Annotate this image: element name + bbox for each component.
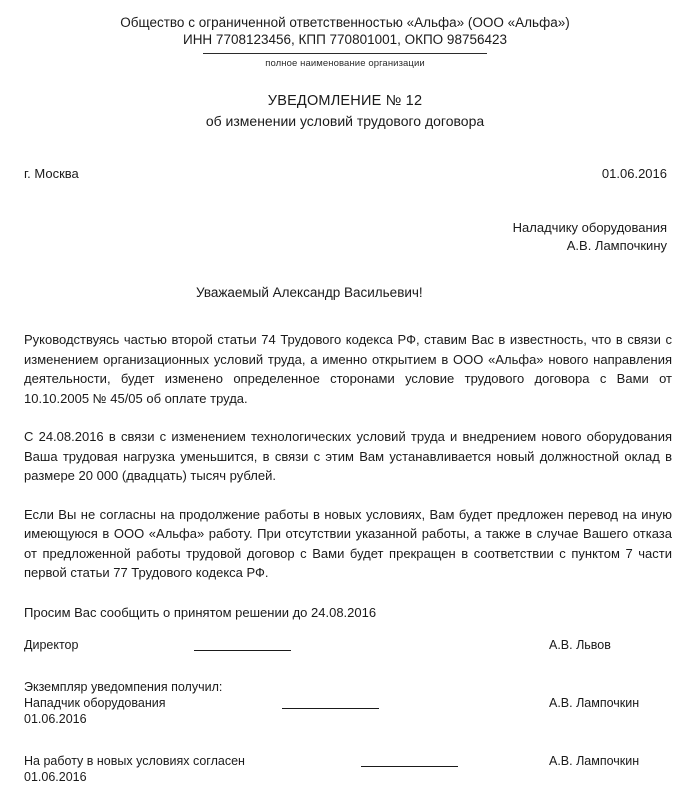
paragraph-1: Руководствуясь частью второй статьи 74 Трудового кодекса РФ, ставим Вас в известность, что в связи с изменением организационных условий труда, а именно открытием в ООО «Альфа» нового направления деятельности, будет изменено определенное сторонами условие трудового договора с Вами от 10.10.2005 № 45/05 об оплате труда.: [24, 332, 672, 406]
addressee-name: А.В. Лампочкину: [566, 238, 667, 253]
receipt-signature-field[interactable]: [166, 695, 550, 711]
letterhead-caption: полное наименование организации: [265, 58, 425, 69]
greeting-line: Уважаемый Александр Васильевич!: [196, 285, 423, 300]
response-request-line: Просим Вас сообщить о принятом решении до 24.08.2016: [24, 604, 377, 620]
document-date: 01.06.2016: [601, 166, 667, 181]
addressee-position: Наладчику оборудования: [512, 220, 667, 235]
signature-rule: [361, 766, 458, 767]
receipt-note: Экземпляр уведомпения получил:: [24, 679, 223, 694]
paragraph-2: С 24.08.2016 в связи с изменением технологических условий труда и внедрением нового оборудования Ваша трудовая нагрузка уменьшится, в связи с этим Вам устанавливается новый должностной оклад в размере 20 000 (двадцать) тысяч рублей.: [24, 429, 672, 483]
receipt-block: [0, 679, 690, 727]
consent-date: 01.06.2016: [24, 769, 87, 784]
document-subtitle: об изменении условий трудового договора: [205, 113, 485, 129]
director-signature-field[interactable]: [78, 637, 549, 653]
consent-name: А.В. Лампочкин: [549, 753, 640, 768]
paragraph-3: Если Вы не согласны на продолжение работы в новых условиях, Вам будет предложен перевод на иную имеющуюся в ООО «Альфа» работу. При отсутствии указанной работы, а также в случае Вашего отказа от предложенной работы трудовой договор с Вами будет прекращен в соответствии с пунктом 7 части первой статьи 77 Трудового кодекса РФ.: [24, 506, 672, 580]
city-label: г. Москва: [24, 166, 79, 181]
receipt-position: Нападчик оборудования: [24, 695, 166, 710]
signature-row-consent: [0, 753, 690, 769]
letterhead-divider: [203, 53, 487, 54]
director-label: Директор: [24, 637, 79, 652]
consent-signature-field[interactable]: [245, 753, 549, 769]
consent-block: [0, 753, 690, 785]
letterhead: [0, 0, 690, 70]
director-name: А.В. Львов: [549, 637, 611, 652]
signature-rule: [194, 650, 291, 651]
title-block: [0, 92, 690, 131]
place-and-date: [0, 166, 690, 181]
organization-identifiers: ИНН 7708123456, КПП 770801001, ОКПО 98756423: [182, 32, 507, 47]
signature-rule: [282, 708, 379, 709]
receipt-date: 01.06.2016: [24, 711, 87, 726]
receipt-name: А.В. Лампочкин: [549, 695, 640, 710]
organization-name: Общество с ограниченной ответственностью «Альфа» (ООО «Альфа»): [120, 15, 570, 30]
body-text: [0, 330, 690, 583]
signature-section: [0, 637, 690, 785]
signature-row-director: [0, 637, 690, 653]
document-title: УВЕДОМЛЕНИЕ № 12: [267, 93, 423, 109]
addressee-block: [0, 219, 690, 255]
consent-label: На работу в новых условиях согласен: [24, 753, 245, 768]
signature-row-receipt: [0, 695, 690, 711]
